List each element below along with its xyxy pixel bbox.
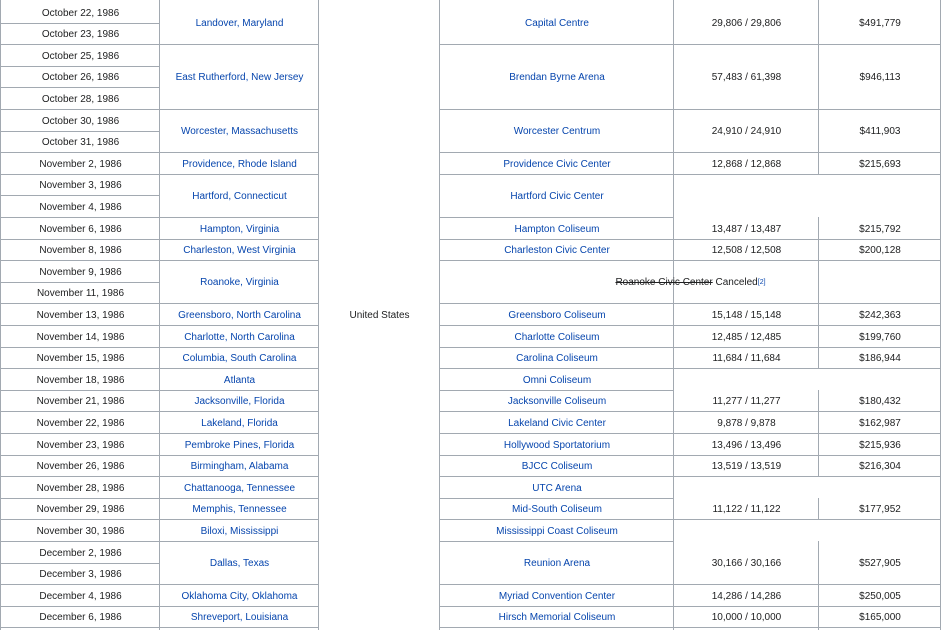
city-cell[interactable] — [160, 110, 319, 153]
revenue-text: $180,432 — [859, 396, 901, 407]
date-cell — [1, 132, 160, 153]
city-cell[interactable] — [160, 542, 319, 585]
date-text: November 21, 1986 — [36, 396, 125, 407]
revenue-text: $216,304 — [859, 461, 901, 472]
date-text: October 22, 1986 — [41, 7, 120, 19]
revenue-text: $177,952 — [859, 504, 901, 515]
date-text: November 13, 1986 — [36, 309, 125, 321]
attendance-text: 11,684 / 11,684 — [712, 353, 781, 364]
attendance-cell — [674, 348, 819, 369]
revenue-cell — [819, 2, 941, 45]
date-text: November 15, 1986 — [36, 353, 125, 364]
revenue-text: $165,000 — [859, 612, 901, 623]
revenue-cell — [819, 45, 941, 110]
venue-link[interactable]: Charleston Civic Center — [504, 245, 610, 256]
date-cell — [1, 196, 160, 218]
attendance-text: 29,806 / 29,806 — [711, 18, 782, 29]
attendance-cell — [674, 326, 819, 348]
venue-cell[interactable] — [440, 110, 674, 153]
citation-link[interactable]: [2] — [757, 278, 766, 286]
date-text: November 9, 1986 — [39, 266, 122, 278]
attendance-text: 13,496 / 13,496 — [711, 439, 782, 451]
revenue-cell — [819, 110, 941, 153]
city-link[interactable]: Charleston, West Virginia — [183, 245, 296, 256]
venue-cell[interactable] — [440, 348, 674, 369]
date-cell — [1, 369, 160, 391]
revenue-text: $411,903 — [859, 126, 901, 137]
attendance-cell — [674, 45, 819, 110]
city-cell[interactable] — [160, 45, 319, 110]
venue-cell[interactable] — [440, 607, 674, 628]
city-link[interactable]: Worcester, Massachusetts — [180, 126, 299, 137]
attendance-cell — [674, 391, 819, 412]
date-text: October 25, 1986 — [41, 50, 120, 62]
city-link[interactable]: Birmingham, Alabama — [190, 461, 289, 472]
attendance-cell — [674, 456, 819, 477]
date-row-border — [0, 627, 160, 628]
date-cell — [1, 477, 160, 499]
city-link[interactable]: East Rutherford, New Jersey — [175, 72, 304, 83]
date-text: November 8, 1986 — [39, 245, 122, 256]
city-cell[interactable] — [160, 153, 319, 175]
date-text: October 31, 1986 — [41, 137, 120, 148]
venue-cell[interactable] — [440, 175, 674, 218]
merged-mask — [818, 369, 819, 390]
date-cell — [1, 499, 160, 520]
date-cell — [1, 585, 160, 607]
venue-cell[interactable] — [440, 304, 674, 326]
date-text: November 2, 1986 — [39, 158, 122, 170]
right-border — [940, 0, 941, 630]
attendance-text: 13,487 / 13,487 — [711, 223, 782, 235]
date-text: November 3, 1986 — [39, 180, 122, 191]
empty-figures-cell — [674, 175, 941, 218]
revenue-text: $162,987 — [859, 417, 901, 429]
attendance-text: 11,277 / 11,277 — [712, 396, 781, 407]
empty-figures-cell — [674, 369, 941, 391]
date-cell — [1, 2, 160, 24]
venue-link[interactable]: Myriad Convention Center — [498, 590, 616, 602]
attendance-cell — [674, 304, 819, 326]
venue-cell[interactable] — [440, 326, 674, 348]
venue-link[interactable]: Capital Centre — [525, 18, 589, 29]
date-cell — [1, 218, 160, 240]
attendance-text: 12,868 / 12,868 — [711, 158, 782, 170]
venue-link[interactable]: Hirsch Memorial Coliseum — [498, 612, 616, 623]
city-cell[interactable] — [160, 218, 319, 240]
revenue-cell — [819, 326, 941, 348]
venue-cell[interactable] — [440, 456, 674, 477]
venue-cell[interactable] — [440, 585, 674, 607]
venue-link[interactable]: UTC Arena — [532, 482, 582, 494]
attendance-text: 30,166 / 30,166 — [711, 558, 782, 569]
venue-cell[interactable] — [440, 477, 674, 499]
venue-link[interactable]: Mississippi Coast Coliseum — [496, 525, 618, 537]
venue-cell[interactable] — [440, 2, 674, 45]
venue-link[interactable]: Charlotte Coliseum — [514, 331, 600, 343]
attendance-cell — [674, 499, 819, 520]
venue-cell[interactable] — [440, 240, 674, 261]
revenue-cell — [819, 412, 941, 434]
attendance-cell — [674, 2, 819, 45]
date-cell — [1, 261, 160, 283]
date-text: November 4, 1986 — [39, 201, 122, 213]
merged-mask — [818, 520, 819, 541]
revenue-cell — [819, 348, 941, 369]
venue-cell[interactable] — [440, 412, 674, 434]
city-cell[interactable] — [160, 477, 319, 499]
revenue-cell — [819, 607, 941, 628]
attendance-text: 15,148 / 15,148 — [711, 309, 782, 321]
date-text: December 3, 1986 — [39, 569, 122, 580]
city-cell[interactable] — [160, 326, 319, 348]
date-text: October 28, 1986 — [41, 93, 120, 105]
venue-row-border — [439, 627, 941, 628]
revenue-text: $491,779 — [859, 18, 901, 29]
attendance-text: 13,519 / 13,519 — [711, 461, 782, 472]
attendance-cell — [674, 607, 819, 628]
revenue-cell — [819, 304, 941, 326]
date-cell — [1, 391, 160, 412]
city-link[interactable]: Jacksonville, Florida — [194, 396, 285, 407]
date-cell — [1, 24, 160, 45]
date-text: October 23, 1986 — [41, 29, 120, 40]
date-text: December 4, 1986 — [39, 590, 122, 602]
revenue-text: $946,113 — [859, 72, 901, 83]
date-cell — [1, 110, 160, 132]
attendance-text: 14,286 / 14,286 — [711, 590, 782, 602]
city-cell[interactable] — [160, 2, 319, 45]
venue-link[interactable]: Carolina Coliseum — [516, 353, 598, 364]
date-cell — [1, 153, 160, 175]
revenue-cell — [819, 499, 941, 520]
city-cell[interactable] — [160, 456, 319, 477]
date-cell — [1, 304, 160, 326]
attendance-text: 12,485 / 12,485 — [711, 331, 782, 343]
date-cell — [1, 88, 160, 110]
venue-cell-canceled — [440, 261, 941, 304]
venue-struck: Roanoke Civic Center — [615, 277, 713, 288]
date-text: November 30, 1986 — [36, 525, 125, 537]
date-cell — [1, 175, 160, 196]
venue-link[interactable]: Brendan Byrne Arena — [509, 72, 605, 83]
city-row-border — [159, 627, 319, 628]
attendance-text: 24,910 / 24,910 — [711, 126, 782, 137]
city-link[interactable]: Pembroke Pines, Florida — [184, 439, 295, 451]
date-text: November 28, 1986 — [36, 482, 125, 494]
date-cell — [1, 45, 160, 67]
revenue-text: $215,792 — [859, 223, 901, 235]
city-cell[interactable] — [160, 175, 319, 218]
venue-link[interactable]: BJCC Coliseum — [521, 461, 593, 472]
city-cell[interactable] — [160, 585, 319, 607]
venue-link[interactable]: Providence Civic Center — [503, 158, 611, 170]
date-text: November 18, 1986 — [36, 374, 125, 386]
city-cell[interactable] — [160, 304, 319, 326]
city-link[interactable]: Atlanta — [223, 374, 256, 386]
date-cell — [1, 542, 160, 564]
city-cell[interactable] — [160, 412, 319, 434]
city-cell[interactable] — [160, 369, 319, 391]
revenue-text: $186,944 — [859, 353, 901, 364]
date-text: October 26, 1986 — [41, 72, 120, 83]
merged-mask — [818, 175, 819, 217]
city-link[interactable]: Shreveport, Louisiana — [190, 612, 289, 623]
venue-link[interactable]: Omni Coliseum — [522, 374, 592, 386]
attendance-text: 11,122 / 11,122 — [712, 504, 781, 515]
venue-cell[interactable] — [440, 434, 674, 456]
city-cell[interactable] — [160, 348, 319, 369]
venue-link[interactable]: Mid-South Coliseum — [511, 504, 603, 515]
venue-cell[interactable] — [440, 218, 674, 240]
venue-link[interactable]: Jacksonville Coliseum — [507, 396, 607, 407]
attendance-cell — [674, 240, 819, 261]
date-text: November 23, 1986 — [36, 439, 125, 451]
venue-link[interactable]: Greensboro Coliseum — [508, 309, 606, 321]
city-link[interactable]: Columbia, South Carolina — [182, 353, 297, 364]
revenue-text: $242,363 — [859, 309, 901, 321]
venue-cell[interactable] — [440, 369, 674, 391]
attendance-cell — [674, 153, 819, 175]
date-cell — [1, 348, 160, 369]
date-text: November 6, 1986 — [39, 223, 122, 235]
attendance-cell — [674, 412, 819, 434]
attendance-text: 10,000 / 10,000 — [711, 612, 782, 623]
revenue-text: $250,005 — [859, 590, 901, 602]
date-cell — [1, 240, 160, 261]
empty-figures-cell — [674, 477, 941, 499]
city-link[interactable]: Charlotte, North Carolina — [184, 331, 295, 343]
venue-link[interactable]: Hartford Civic Center — [510, 191, 604, 202]
city-link[interactable]: Lakeland, Florida — [201, 417, 278, 429]
venue-cell[interactable] — [440, 45, 674, 110]
city-link[interactable]: Biloxi, Mississippi — [200, 525, 279, 537]
date-cell — [1, 412, 160, 434]
city-cell[interactable] — [160, 520, 319, 542]
date-cell — [1, 434, 160, 456]
revenue-text: $200,128 — [859, 245, 901, 256]
revenue-cell — [819, 456, 941, 477]
city-cell[interactable] — [160, 499, 319, 520]
city-cell[interactable] — [160, 240, 319, 261]
attendance-cell — [674, 110, 819, 153]
empty-figures-cell — [674, 520, 941, 542]
city-cell[interactable] — [160, 607, 319, 628]
city-cell[interactable] — [160, 391, 319, 412]
attendance-text: 57,483 / 61,398 — [711, 72, 782, 83]
country-cell — [319, 2, 440, 628]
revenue-text: $215,693 — [859, 158, 901, 170]
date-cell — [1, 564, 160, 585]
date-cell — [1, 607, 160, 628]
revenue-cell — [819, 542, 941, 585]
city-link[interactable]: Memphis, Tennessee — [192, 504, 287, 515]
date-text: November 11, 1986 — [36, 288, 125, 299]
date-text: November 26, 1986 — [36, 461, 125, 472]
city-link[interactable]: Oklahoma City, Oklahoma — [181, 590, 298, 602]
attendance-text: 12,508 / 12,508 — [711, 245, 782, 256]
city-link[interactable]: Landover, Maryland — [195, 18, 284, 29]
date-text: October 30, 1986 — [41, 115, 120, 127]
date-cell — [1, 67, 160, 88]
revenue-cell — [819, 585, 941, 607]
date-text: November 22, 1986 — [36, 417, 125, 429]
date-text: December 2, 1986 — [39, 547, 122, 559]
revenue-cell — [819, 434, 941, 456]
city-cell[interactable] — [160, 261, 319, 304]
revenue-text: $199,760 — [859, 331, 901, 343]
venue-link[interactable]: Worcester Centrum — [513, 126, 601, 137]
attendance-cell — [674, 434, 819, 456]
venue-cell[interactable] — [440, 499, 674, 520]
attendance-text: 9,878 / 9,878 — [717, 417, 776, 429]
date-text: November 29, 1986 — [36, 504, 125, 515]
revenue-text: $215,936 — [859, 439, 901, 451]
attendance-cell — [674, 218, 819, 240]
city-link[interactable]: Dallas, Texas — [209, 558, 270, 569]
revenue-cell — [819, 153, 941, 175]
city-link[interactable]: Hampton, Virginia — [199, 223, 280, 235]
venue-cell[interactable] — [440, 153, 674, 175]
date-text: December 6, 1986 — [39, 612, 122, 623]
venue-link[interactable]: Reunion Arena — [523, 558, 591, 569]
city-link[interactable]: Chattanooga, Tennessee — [183, 482, 295, 494]
city-link[interactable]: Roanoke, Virginia — [200, 277, 279, 288]
city-link[interactable]: Greensboro, North Carolina — [178, 309, 301, 321]
merged-mask — [818, 477, 819, 498]
date-cell — [1, 283, 160, 304]
venue-cell[interactable] — [440, 391, 674, 412]
country-text: United States — [349, 309, 410, 321]
date-cell — [1, 326, 160, 348]
revenue-cell — [819, 391, 941, 412]
venue-link[interactable]: Hollywood Sportatorium — [503, 439, 611, 451]
date-cell — [1, 520, 160, 542]
revenue-text: $527,905 — [859, 558, 901, 569]
city-link[interactable]: Providence, Rhode Island — [182, 158, 297, 170]
venue-cell[interactable] — [440, 542, 674, 585]
date-cell — [1, 456, 160, 477]
date-text: November 14, 1986 — [36, 331, 125, 343]
attendance-cell — [674, 542, 819, 585]
city-cell[interactable] — [160, 434, 319, 456]
venue-link[interactable]: Lakeland Civic Center — [508, 417, 606, 429]
venue-link[interactable]: Hampton Coliseum — [514, 223, 600, 235]
revenue-cell — [819, 240, 941, 261]
venue-cell[interactable] — [440, 520, 674, 542]
city-link[interactable]: Hartford, Connecticut — [192, 191, 287, 202]
canceled-label: Canceled — [715, 277, 758, 288]
revenue-cell — [819, 218, 941, 240]
attendance-cell — [674, 585, 819, 607]
